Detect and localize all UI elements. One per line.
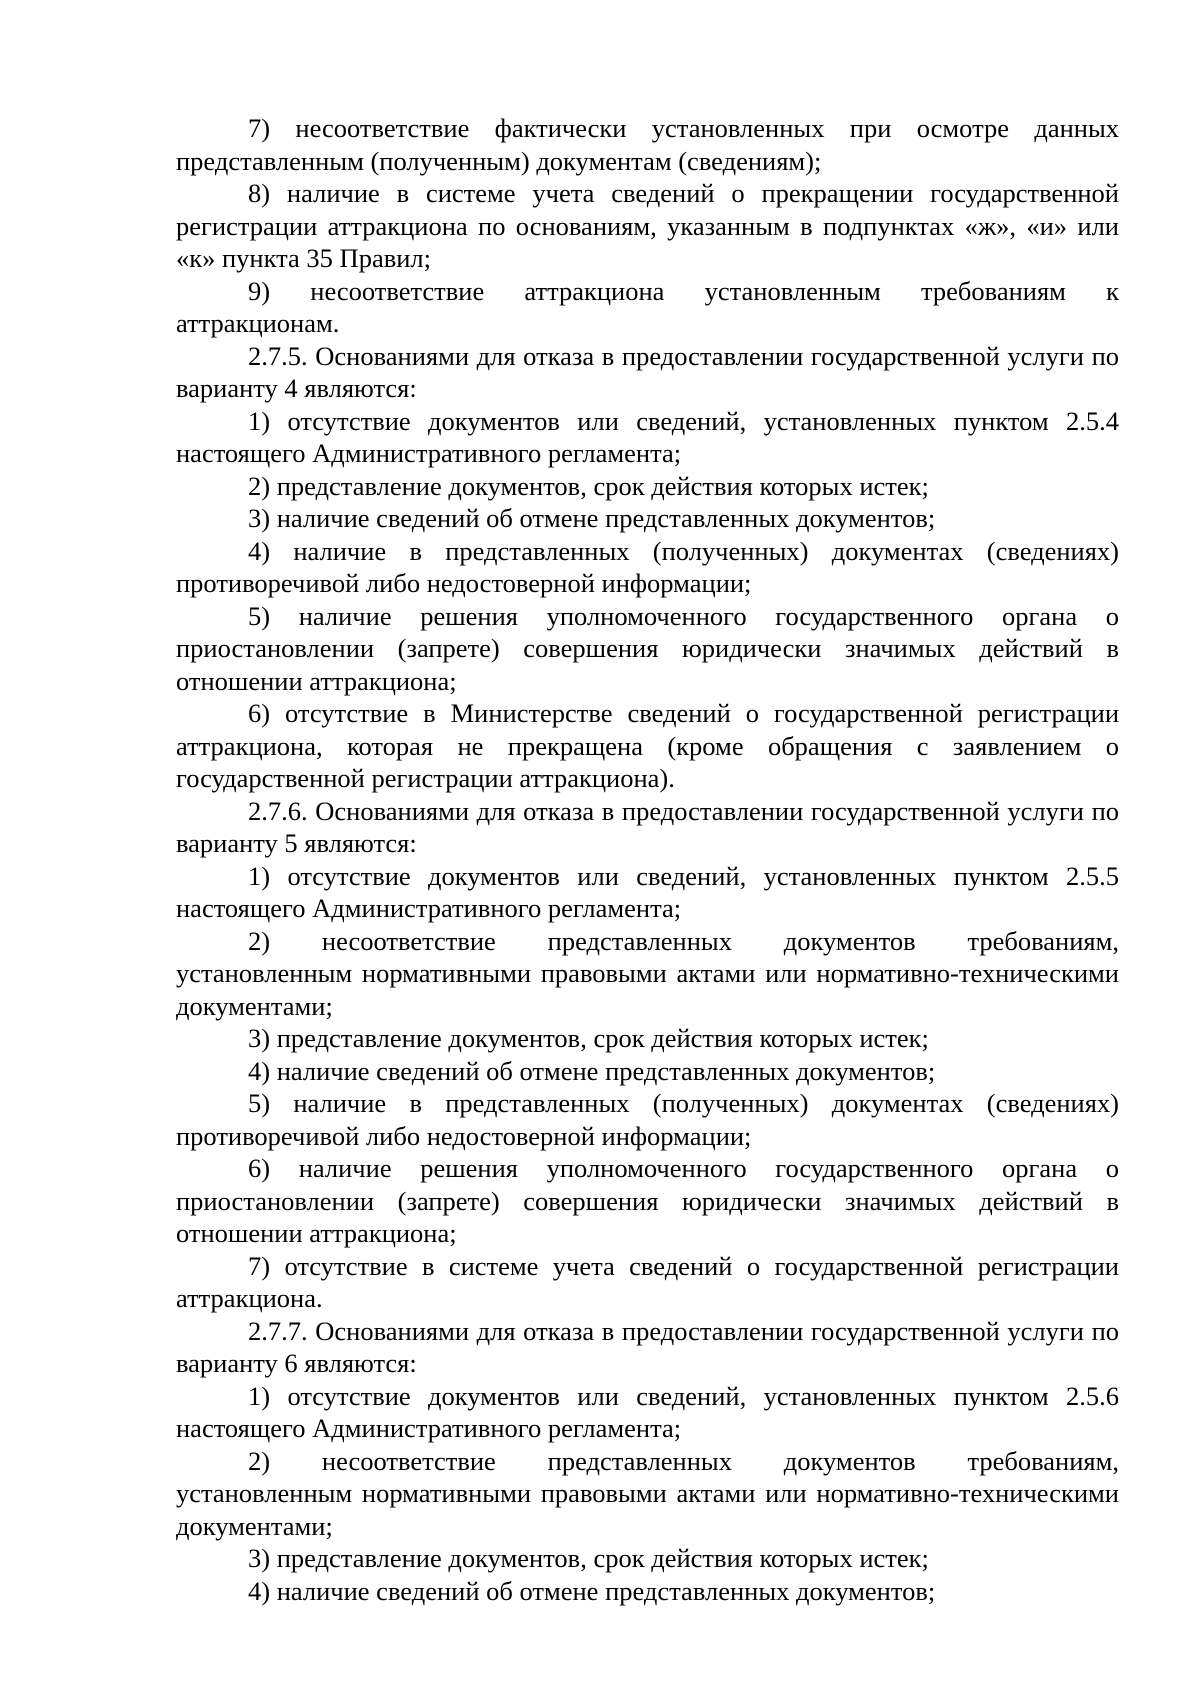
paragraph-2-7-7-item-3: 3) представление документов, срок действия которых истек; [248, 1543, 929, 1573]
paragraph-2-7-7-item-4: 4) наличие сведений об отмене представленных документов; [248, 1575, 936, 1606]
paragraph-item-9: 9) несоответствие аттракциона установленным требованиям к аттракционам. [176, 275, 1119, 338]
paragraph-2-7-6-item-2: 2) несоответствие представленных документов требованиям, установленным нормативными правовыми актами или нормативно-техническими документами; [176, 925, 1119, 1021]
paragraph-item-8: 8) наличие в системе учета сведений о прекращении государственной регистрации аттракциона по основаниям, указанным в подпунктах «ж», «и» или «к» пункта 35 Правил; [176, 178, 1119, 273]
paragraph-2-7-6-item-4: 4) наличие сведений об отмене представленных документов; [248, 1055, 936, 1086]
paragraph-2-7-7-item-1: 1) отсутствие документов или сведений, установленных пунктом 2.5.6 настоящего Административного регламента; [176, 1380, 1119, 1443]
paragraph-2-7-6-item-3: 3) представление документов, срок действия которых истек; [248, 1023, 929, 1053]
paragraph-section-2-7-5: 2.7.5. Основаниями для отказа в предоставлении государственной услуги по варианту 4 являются: [176, 340, 1119, 403]
paragraph-item-7: 7) несоответствие фактически установленных при осмотре данных представленным (полученным) документам (сведениям); [176, 113, 1119, 176]
paragraph-2-7-6-item-5: 5) наличие в представленных (полученных) документах (сведениях) противоречивой либо недостоверной информации; [176, 1088, 1119, 1151]
paragraph-2-7-6-item-7: 7) отсутствие в системе учета сведений о государственной регистрации аттракциона. [176, 1250, 1119, 1313]
paragraph-2-7-5-item-2: 2) представление документов, срок действия которых истек; [248, 470, 929, 501]
paragraph-2-7-5-item-4: 4) наличие в представленных (полученных) документах (сведениях) противоречивой либо недостоверной информации; [176, 535, 1119, 598]
paragraph-section-2-7-7: 2.7.7. Основаниями для отказа в предоставлении государственной услуги по варианту 6 являются: [176, 1315, 1119, 1378]
paragraph-2-7-6-item-6: 6) наличие решения уполномоченного государственного органа о приостановлении (запрете) совершения юридически значимых действий в отношении аттракциона; [176, 1153, 1119, 1248]
paragraph-2-7-6-item-1: 1) отсутствие документов или сведений, установленных пунктом 2.5.5 настоящего Административного регламента; [176, 860, 1119, 923]
paragraph-section-2-7-6: 2.7.6. Основаниями для отказа в предоставлении государственной услуги по варианту 5 являются: [176, 795, 1119, 858]
paragraph-2-7-7-item-2: 2) несоответствие представленных документов требованиям, установленным нормативными правовыми актами или нормативно-техническими документами; [176, 1445, 1119, 1541]
paragraph-2-7-5-item-1: 1) отсутствие документов или сведений, установленных пунктом 2.5.4 настоящего Административного регламента; [176, 405, 1119, 468]
paragraph-2-7-5-item-5: 5) наличие решения уполномоченного государственного органа о приостановлении (запрете) совершения юридически значимых действий в отношении аттракциона; [176, 600, 1119, 696]
paragraph-2-7-5-item-3: 3) наличие сведений об отмене представленных документов; [248, 503, 936, 533]
paragraph-2-7-5-item-6: 6) отсутствие в Министерстве сведений о государственной регистрации аттракциона, которая не прекращена (кроме обращения с заявлением о государственной регистрации аттракциона). [176, 698, 1119, 793]
